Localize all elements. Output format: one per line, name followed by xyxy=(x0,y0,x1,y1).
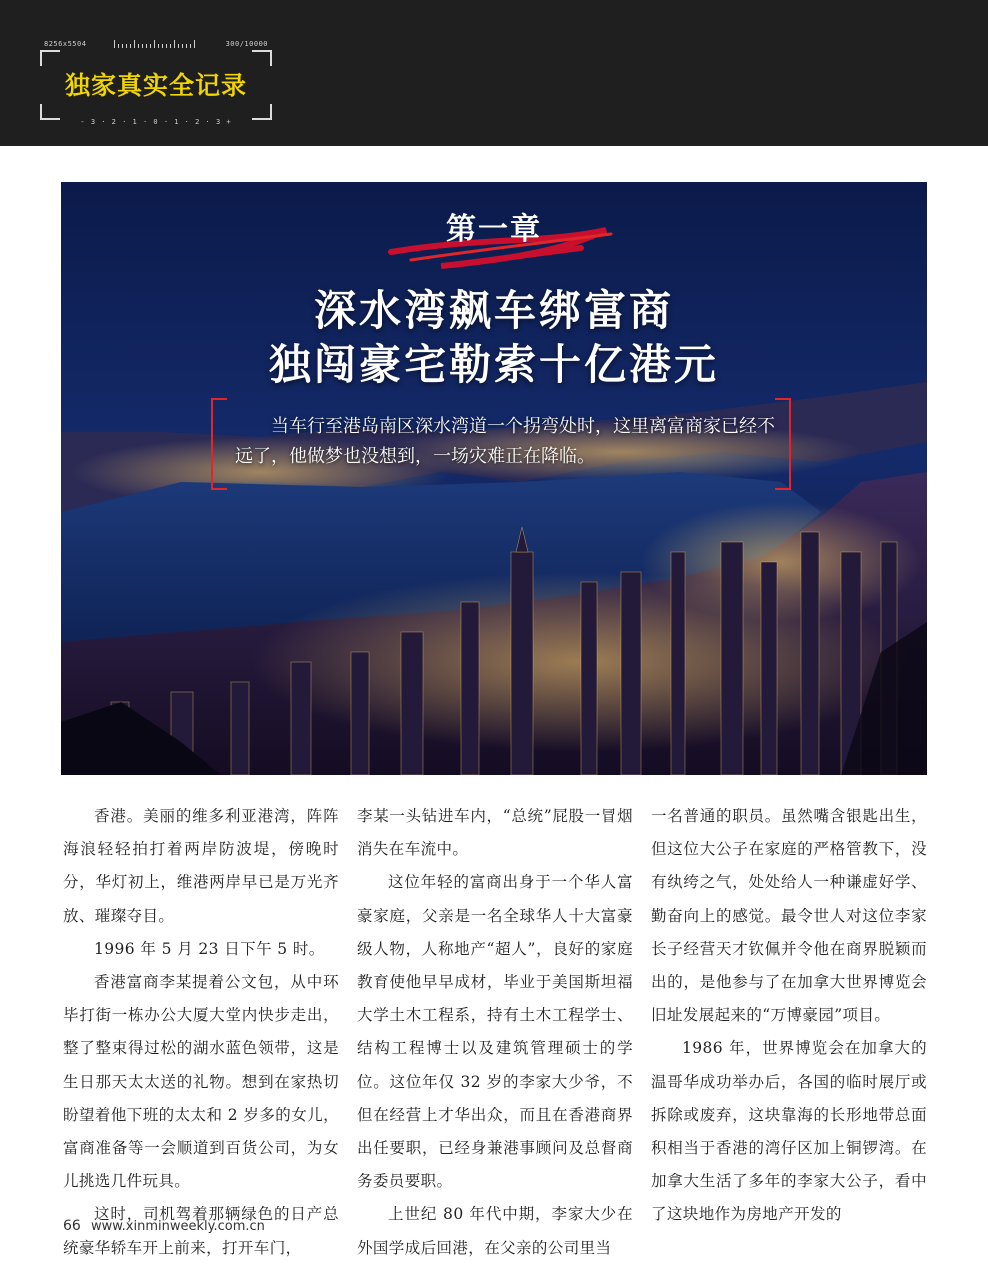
meter-tick xyxy=(178,44,179,48)
meter-tick xyxy=(186,44,187,48)
meter-tick xyxy=(134,40,135,48)
page-footer xyxy=(63,1218,265,1234)
body-column-3 xyxy=(651,800,927,1232)
resolution-readout: 8256x5504 xyxy=(44,40,87,48)
meter-tick xyxy=(114,40,115,48)
lead-box xyxy=(211,398,791,486)
meter-tick xyxy=(174,40,175,48)
page-number: 66 xyxy=(63,1218,81,1234)
lead-bracket-left xyxy=(211,398,227,490)
meter-ticks xyxy=(114,40,198,48)
paragraph: 这位年轻的富商出身于一个华人富豪家庭，父亲是一名全球华人十大富豪级人物，人称地产“超人”，良好的家庭教育使他早早成材，毕业于美国斯坦福大学土木工程系，持有土木工程学士、结构工程博士以及建筑管理硕士的学位。这位年仅 32 岁的李家大少爷，不但在经营上才华出众，而且在香港商界出任要职，已经身兼港事顾问及总督商务委员要职。 xyxy=(357,873,633,1191)
camera-viewfinder-frame xyxy=(40,40,272,126)
body-column-2 xyxy=(357,800,633,1265)
headline-line-2: 独闯豪宅勒索十亿港元 xyxy=(268,340,719,389)
website-url: www.xinminweekly.com.cn xyxy=(90,1219,265,1234)
paragraph: 1996 年 5 月 23 日下午 5 时。 xyxy=(94,939,325,958)
paragraph: 上世纪 80 年代中期，李家大少在外国学成后回港，在父亲的公司里当 xyxy=(357,1205,633,1257)
paragraph-continuation: 李某一头钻进车内，“总统”屁股一冒烟消失在车流中。 xyxy=(357,807,633,859)
meter-tick xyxy=(142,44,143,48)
frame-corner-top-left xyxy=(40,50,60,66)
masthead-bar xyxy=(0,0,988,146)
paragraph: 1986 年，世界博览会在加拿大的温哥华成功举办后，各国的临时展厅或拆除或废弃，这块靠海的长形地带总面积相当于香港的湾仔区加上铜锣湾。在加拿大生活了多年的李家大公子，看中了这块地作为房地产开发的 xyxy=(651,1039,927,1224)
body-column-1 xyxy=(63,800,339,1265)
meter-tick xyxy=(126,44,127,48)
meter-tick xyxy=(194,40,195,48)
meter-tick xyxy=(118,44,119,48)
hero-night-skyline-image xyxy=(61,182,927,775)
paragraph: 这时，司机驾着那辆绿色的日产总统豪华轿车开上前来，打开车门， xyxy=(63,1205,339,1257)
lead-paragraph: 当车行至港岛南区深水湾道一个拐弯处时，这里离富商家已经不远了，他做梦也没想到，一场灾难正在降临。 xyxy=(235,416,775,467)
paragraph: 香港。美丽的维多利亚港湾，阵阵海浪轻轻拍打着两岸防波堤，傍晚时分，华灯初上，维港两岸早已是万光齐放、璀璨夺目。 xyxy=(63,807,339,925)
paragraph-continuation: 一名普通的职员。虽然嘴含银匙出生，但这位大公子在家庭的严格管教下，没有纨绔之气，处处给人一种谦虚好学、勤奋向上的感觉。最令世人对这位李家长子经营天才钦佩并令他在商界脱颖而出的，是他参与了在加拿大世界博览会旧址发展起来的“万博豪园”项目。 xyxy=(651,807,927,1025)
headline-line-1: 深水湾飙车绑富商 xyxy=(313,286,674,335)
frame-corner-top-right xyxy=(252,50,272,66)
chapter-label: 第一章 xyxy=(446,212,542,247)
section-title: 独家真实全记录 xyxy=(64,71,247,100)
meter-tick xyxy=(150,44,151,48)
meter-tick xyxy=(190,44,191,48)
paragraph: 香港富商李某提着公文包，从中环毕打街一栋办公大厦大堂内快步走出，整了整束得过松的湖水蓝色领带，这是生日那天太太送的礼物。想到在家热切盼望着他下班的太太和 2 岁多的女儿，富商准备等一会顺道到百货公司，为女儿挑选几件玩具。 xyxy=(63,973,339,1191)
meter-tick xyxy=(130,44,131,48)
meter-tick xyxy=(182,44,183,48)
meter-tick xyxy=(122,44,123,48)
meter-tick xyxy=(162,44,163,48)
exposure-scale: - 3 · 2 · 1 · 0 · 1 · 2 · 3 + xyxy=(80,118,232,126)
meter-tick xyxy=(146,44,147,48)
meter-tick xyxy=(166,44,167,48)
meter-tick xyxy=(170,44,171,48)
meter-tick xyxy=(138,44,139,48)
shot-count-readout: 300/10000 xyxy=(225,40,268,48)
meter-tick xyxy=(154,40,155,48)
meter-tick xyxy=(158,44,159,48)
